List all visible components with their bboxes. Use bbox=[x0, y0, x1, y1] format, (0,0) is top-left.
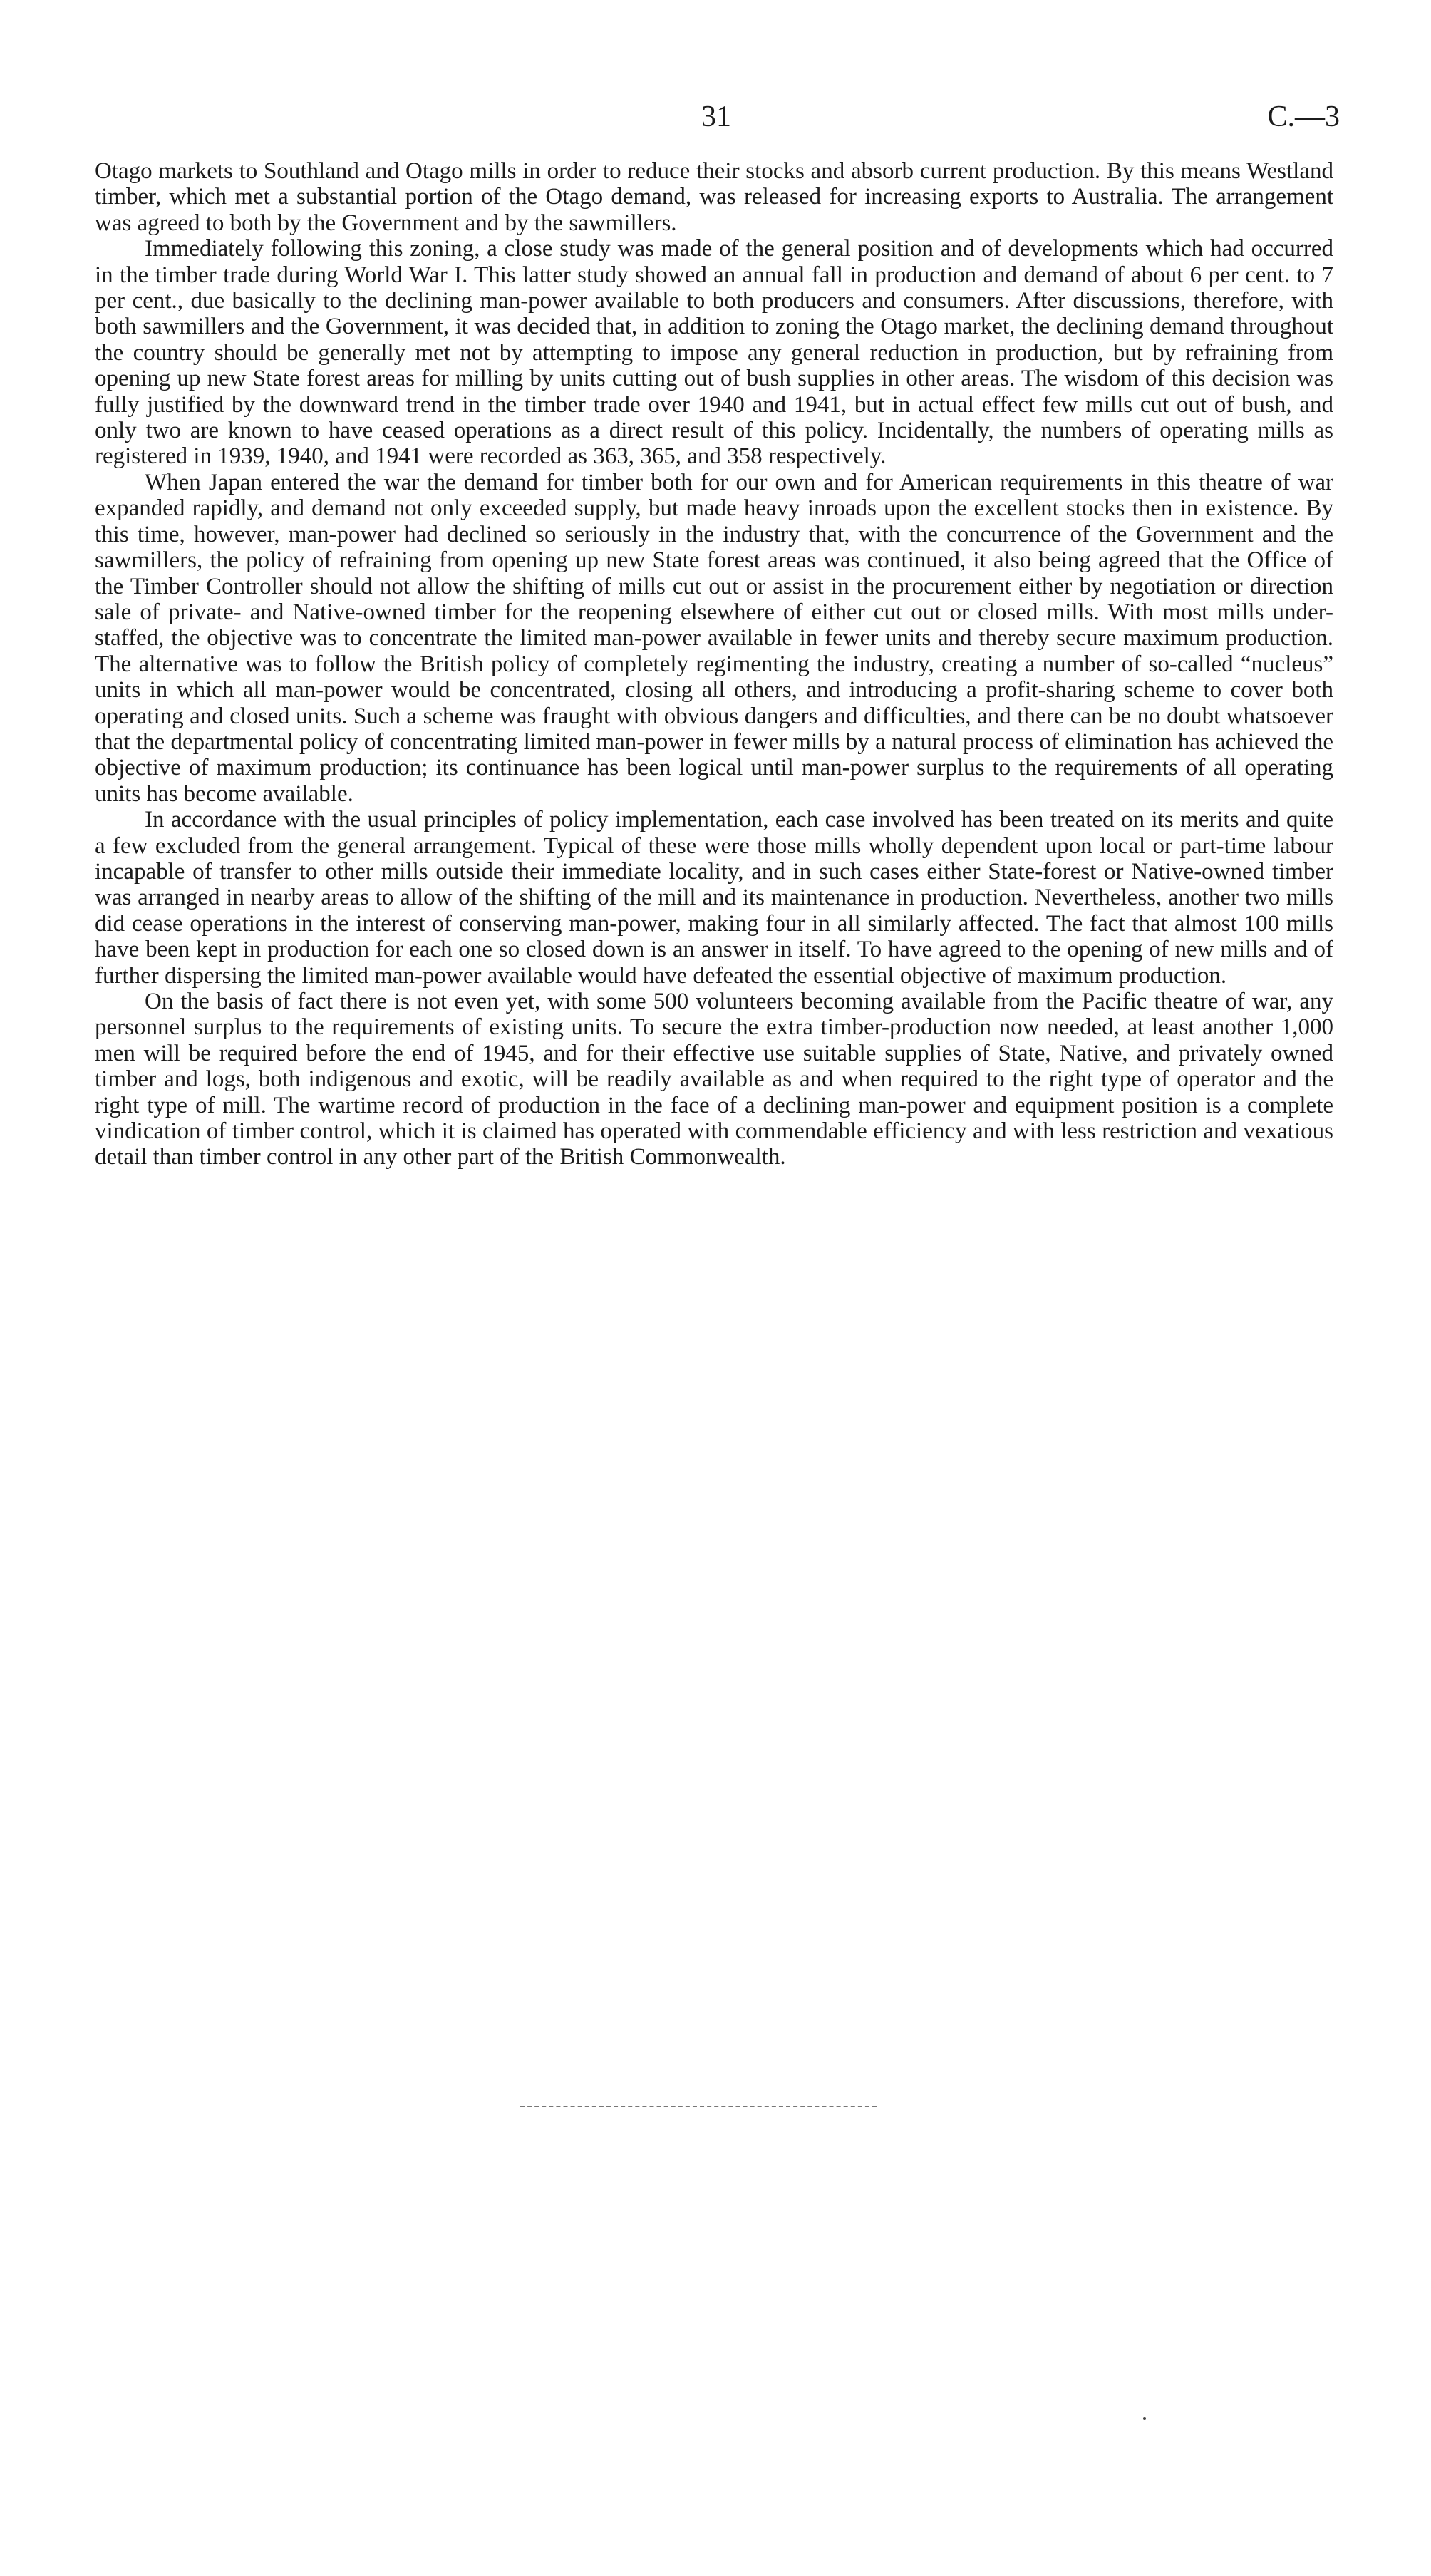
paragraph-4: In accordance with the usual principles of policy implementation, each case involved has been treated on its merits and quite a few excluded from the general arrangement. Typical of these were those mills wholly dependent upon local or part-time labour incapable of transfer to other mills outside their immediate locality, and in such cases either State-forest or Native-owned timber was arranged in nearby areas to allow of the shifting of the mill and its maintenance in production. Nevertheless, another two mills did cease operations in the interest of conserving man-power, making four in all similarly affected. The fact that almost 100 mills have been kept in production for each one so closed down is an answer in itself. To have agreed to the opening of new mills and of further dispersing the limited man-power available would have defeated the essential objective of maximum production. bbox=[95, 807, 1333, 989]
paragraph-1: Otago markets to Southland and Otago mills in order to reduce their stocks and absorb current production. By this means Westland timber, which met a substantial portion of the Otago demand, was released for increasing exports to Australia. The arrangement was agreed to both by the Government and by the sawmillers. bbox=[95, 158, 1333, 236]
scan-speck bbox=[1143, 2417, 1146, 2420]
body-text bbox=[95, 158, 1333, 1170]
paragraph-2: Immediately following this zoning, a close study was made of the general position and of developments which had occurred in the timber trade during World War I. This latter study showed an annual fall in production and demand of about 6 per cent. to 7 per cent., due basically to the declining man-power available to both producers and consumers. After discussions, therefore, with both sawmillers and the Government, it was decided that, in addition to zoning the Otago market, the declining demand throughout the country should be generally met not by attempting to impose any general reduction in production, but by refraining from opening up new State forest areas for milling by units cutting out of bush supplies in other areas. The wisdom of this decision was fully justified by the downward trend in the timber trade over 1940 and 1941, but in actual effect few mills cut out of bush, and only two are known to have ceased operations as a direct result of this policy. Incidentally, the numbers of operating mills as registered in 1939, 1940, and 1941 were recorded as 363, 365, and 358 respectively. bbox=[95, 236, 1333, 470]
document-reference: C.—3 bbox=[1267, 101, 1340, 133]
section-divider bbox=[520, 2106, 877, 2107]
page-number: 31 bbox=[701, 101, 731, 133]
page-header bbox=[93, 100, 1340, 143]
paragraph-3: When Japan entered the war the demand for timber both for our own and for American requirements in this theatre of war expanded rapidly, and demand not only exceeded supply, but made heavy inroads upon the excellent stocks then in existence. By this time, however, man-power had declined so seriously in the industry that, with the concurrence of the Government and the sawmillers, the policy of refraining from opening up new State forest areas was continued, it also being agreed that the Office of the Timber Controller should not allow the shifting of mills cut out or assist in the procurement either by negotiation or direction sale of private- and Native-owned timber for the reopening elsewhere of either cut out or closed mills. With most mills under-staffed, the objective was to concentrate the limited man-power available in fewer units and thereby secure maximum production. The alternative was to follow the British policy of completely regimenting the industry, creating a number of so-called “nucleus” units in which all man-power would be concentrated, closing all others, and introducing a profit-sharing scheme to cover both operating and closed units. Such a scheme was fraught with obvious dangers and difficulties, and there can be no doubt whatsoever that the departmental policy of concentrating limited man-power in fewer mills by a natural process of elimination has achieved the objective of maximum production; its continuance has been logical until man-power surplus to the requirements of all operating units has become available. bbox=[95, 469, 1333, 807]
paragraph-5: On the basis of fact there is not even yet, with some 500 volunteers becoming available from the Pacific theatre of war, any personnel surplus to the requirements of existing units. To secure the extra timber-production now needed, at least another 1,000 men will be required before the end of 1945, and for their effective use suitable supplies of State, Native, and privately owned timber and logs, both indigenous and exotic, will be readily available as and when required to the right type of operator and the right type of mill. The wartime record of production in the face of a declining man-power and equipment position is a complete vindication of timber control, which it is claimed has operated with commendable efficiency and with less restriction and vexatious detail than timber control in any other part of the British Commonwealth. bbox=[95, 989, 1333, 1170]
